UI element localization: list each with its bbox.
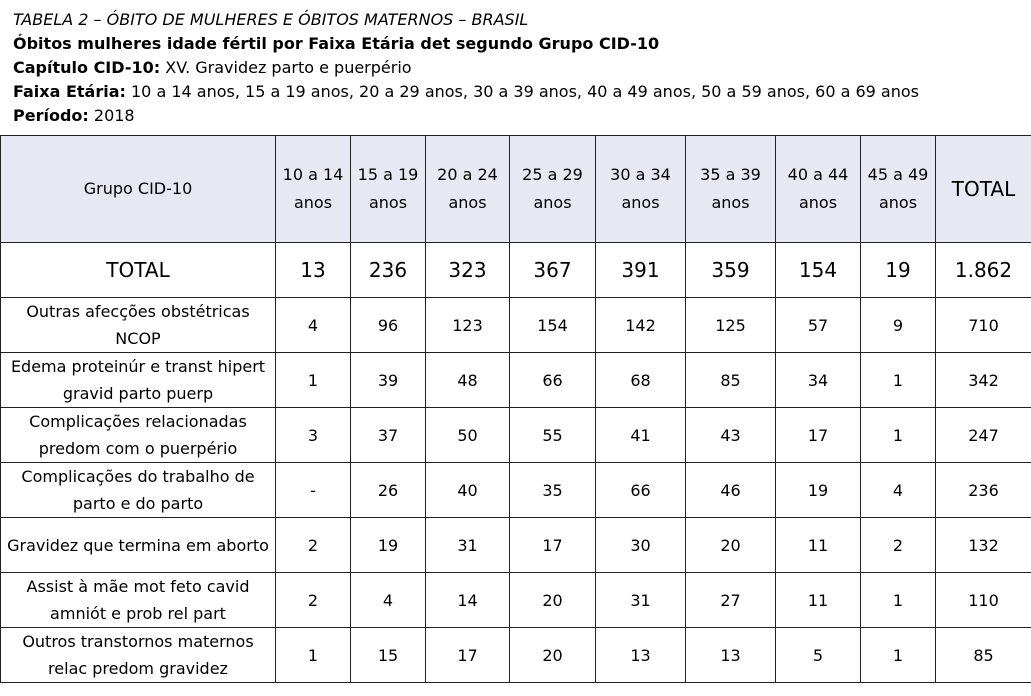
column-header: 30 a 34 anos (596, 136, 686, 243)
column-header: 40 a 44 anos (776, 136, 861, 243)
table-cell: 4 (276, 298, 351, 353)
table-cell: Gravidez que termina em aborto (1, 518, 276, 573)
faixa-value: 10 a 14 anos, 15 a 19 anos, 20 a 29 anos, 30 a 39 anos, 40 a 49 anos, 50 a 59 anos, 60 a 69 anos (125, 82, 919, 101)
table-cell: Outras afecções obstétricas NCOP (1, 298, 276, 353)
column-header: 45 a 49 anos (861, 136, 936, 243)
column-header: 10 a 14 anos (276, 136, 351, 243)
table-cell: 9 (861, 298, 936, 353)
table-row (1, 353, 1031, 408)
table-cell: 15 (351, 628, 426, 683)
data-table (0, 135, 1031, 683)
table-cell: 48 (426, 353, 510, 408)
table-cell: 20 (686, 518, 776, 573)
table-cell: 17 (510, 518, 596, 573)
table-cell: 37 (351, 408, 426, 463)
table-cell: Outros transtornos maternos relac predom gravidez (1, 628, 276, 683)
table-cell: 5 (776, 628, 861, 683)
table-cell: 3 (276, 408, 351, 463)
table-cell: 359 (686, 243, 776, 298)
table-row (1, 573, 1031, 628)
table-cell: 13 (276, 243, 351, 298)
table-cell: 13 (596, 628, 686, 683)
header-row (1, 136, 1031, 243)
periodo-value: 2018 (88, 106, 135, 125)
table-cell: 35 (510, 463, 596, 518)
table-subtitle: Óbitos mulheres idade fértil por Faixa Etária det segundo Grupo CID-10 (13, 34, 660, 53)
table-cell: 17 (426, 628, 510, 683)
table-cell: 236 (351, 243, 426, 298)
table-cell: 39 (351, 353, 426, 408)
table-cell: 85 (686, 353, 776, 408)
table-cell: 34 (776, 353, 861, 408)
table-cell: 1.862 (936, 243, 1031, 298)
column-header: 35 a 39 anos (686, 136, 776, 243)
table-cell: 323 (426, 243, 510, 298)
column-header: 25 a 29 anos (510, 136, 596, 243)
table-cell: TOTAL (1, 243, 276, 298)
table-cell: 710 (936, 298, 1031, 353)
table-cell: 2 (276, 518, 351, 573)
table-title: TABELA 2 – ÓBITO DE MULHERES E ÓBITOS MATERNOS – BRASIL (13, 10, 529, 29)
table-cell: 13 (686, 628, 776, 683)
table-cell: 1 (861, 353, 936, 408)
table-cell: 342 (936, 353, 1031, 408)
table-cell: 236 (936, 463, 1031, 518)
table-cell: 57 (776, 298, 861, 353)
table-cell: 367 (510, 243, 596, 298)
table-cell: 2 (276, 573, 351, 628)
table-cell: 125 (686, 298, 776, 353)
table-cell: 391 (596, 243, 686, 298)
table-cell: 2 (861, 518, 936, 573)
table-cell: 19 (351, 518, 426, 573)
faixa-line (13, 80, 1023, 104)
table-cell: Assist à mãe mot feto cavid amniót e prob rel part (1, 573, 276, 628)
table-row (1, 463, 1031, 518)
table-cell: 1 (861, 573, 936, 628)
table-row (1, 518, 1031, 573)
table-cell: 31 (426, 518, 510, 573)
total-row (1, 243, 1031, 298)
table-row (1, 408, 1031, 463)
faixa-label: Faixa Etária: (13, 82, 126, 101)
table-cell: 11 (776, 573, 861, 628)
table-cell: - (276, 463, 351, 518)
table-cell: 123 (426, 298, 510, 353)
table-cell: 154 (510, 298, 596, 353)
table-cell: 96 (351, 298, 426, 353)
capitulo-value: XV. Gravidez parto e puerpério (160, 58, 412, 77)
table-cell: 66 (510, 353, 596, 408)
table-cell: 46 (686, 463, 776, 518)
table-cell: Edema proteinúr e transt hipert gravid parto puerp (1, 353, 276, 408)
table-cell: 1 (861, 408, 936, 463)
table-cell: 27 (686, 573, 776, 628)
periodo-line (13, 104, 1023, 128)
table-cell: 55 (510, 408, 596, 463)
table-cell: 20 (510, 573, 596, 628)
table-cell: 20 (510, 628, 596, 683)
table-cell: Complicações relacionadas predom com o puerpério (1, 408, 276, 463)
table-cell: 4 (861, 463, 936, 518)
column-header: 15 a 19 anos (351, 136, 426, 243)
table-cell: 85 (936, 628, 1031, 683)
table-cell: 1 (276, 628, 351, 683)
table-caption (13, 8, 1023, 128)
table-cell: 154 (776, 243, 861, 298)
table-cell: 132 (936, 518, 1031, 573)
table-row (1, 628, 1031, 683)
table-cell: 142 (596, 298, 686, 353)
table-cell: 68 (596, 353, 686, 408)
table-cell: 40 (426, 463, 510, 518)
table-cell: 1 (276, 353, 351, 408)
column-header: TOTAL (936, 136, 1031, 243)
capitulo-line (13, 56, 1023, 80)
table-cell: 50 (426, 408, 510, 463)
table-cell: 4 (351, 573, 426, 628)
periodo-label: Período: (13, 106, 89, 125)
column-header: Grupo CID-10 (1, 136, 276, 243)
table-cell: Complicações do trabalho de parto e do parto (1, 463, 276, 518)
table-cell: 19 (776, 463, 861, 518)
table-cell: 30 (596, 518, 686, 573)
table-cell: 247 (936, 408, 1031, 463)
table-cell: 43 (686, 408, 776, 463)
table-cell: 19 (861, 243, 936, 298)
capitulo-label: Capítulo CID-10: (13, 58, 161, 77)
table-cell: 26 (351, 463, 426, 518)
table-cell: 66 (596, 463, 686, 518)
table-cell: 110 (936, 573, 1031, 628)
table-cell: 1 (861, 628, 936, 683)
table-cell: 31 (596, 573, 686, 628)
table-row (1, 298, 1031, 353)
table-cell: 41 (596, 408, 686, 463)
column-header: 20 a 24 anos (426, 136, 510, 243)
table-cell: 17 (776, 408, 861, 463)
table-cell: 14 (426, 573, 510, 628)
table-cell: 11 (776, 518, 861, 573)
